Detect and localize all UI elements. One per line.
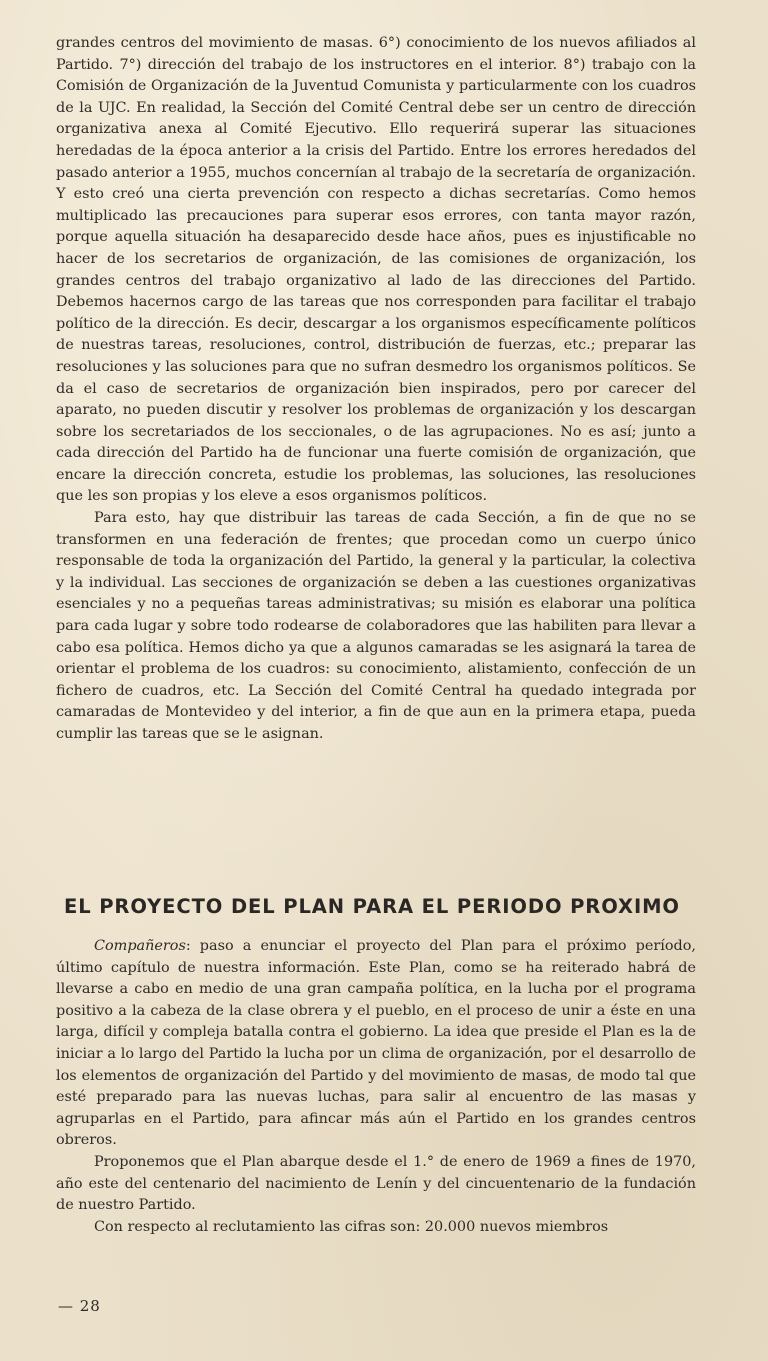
italic-lead-word: Compañeros [94,938,186,954]
page-number: — 28 [58,1297,101,1315]
paragraph [56,936,696,1152]
paragraph: Para esto, hay que distribuir las tareas de cada Sección, a fin de que no se transformen en una federación de frentes; que procedan como un cuerpo único responsable de toda la organización del Partido, la general y la particular, la colectiva y la individual. Las secciones de organización se deben a las cuestiones organizativas esenciales y no a pequeñas tareas administrativas; su misión es elaborar una política para cada lugar y sobre todo rodearse de colaboradores que las habiliten para llevar a cabo esa política. Hemos dicho ya que a algunos camaradas se les asignará la tarea de orientar el problema de los cuadros: su conocimiento, alistamiento, confección de un fichero de cuadros, etc. La Sección del Comité Central ha quedado integrada por camaradas de Montevideo y del interior, a fin de que aun en la primera etapa, pueda cumplir las tareas que se le asignan. [56,510,696,742]
paragraph-text: : paso a enunciar el proyecto del Plan para el próximo período, último capítulo de nuestra información. Este Plan, como se ha reiterado habrá de llevarse a cabo en medio de una gran campaña política, en la lucha por el programa positivo a la cabeza de la clase obrera y el pueblo, en el proceso de unir a éste en una larga, difícil y compleja batalla contra el gobierno. La idea que preside el Plan es la de iniciar a lo largo del Partido la lucha por un clima de organización, por el desarrollo de los elementos de organización del Partido y del movimiento de masas, de modo tal que esté preparado para las nuevas luchas, para salir al encuentro de las masas y agruparlas en el Partido, para afincar más aún el Partido en los grandes centros obreros. [56,938,696,1149]
section-heading: EL PROYECTO DEL PLAN PARA EL PERIODO PROXIMO [64,895,680,918]
body-text-bottom [56,936,696,1238]
paragraph: grandes centros del movimiento de masas. 6°) conocimiento de los nuevos afiliados al Partido. 7°) dirección del trabajo de los instructores en el interior. 8°) trabajo con la Comisión de Organización de la Juventud Comunista y particularmente con los cuadros de la UJC. En realidad, la Sección del Comité Central debe ser un centro de dirección organizativa anexa al Comité Ejecutivo. Ello requerirá superar las situaciones heredadas de la época anterior a la crisis del Partido. Entre los errores heredados del pasado anterior a 1955, muchos concernían al trabajo de la secretaría de organización. Y esto creó una cierta prevención con respecto a dichas secretarías. Como hemos multiplicado las precauciones para superar esos errores, con tanta mayor razón, porque aquella situación ha desaparecido desde hace años, pues es injustificable no hacer de los secretarios de organización, de las comisiones de organización, los grandes centros del trabajo organizativo al lado de las direcciones del Partido. Debemos hacernos cargo de las tareas que nos corresponden para facilitar el trabajo político de la dirección. Es decir, descargar a los organismos específicamente políticos de nuestras tareas, resoluciones, control, distribución de fuerzas, etc.; preparar las resoluciones y las soluciones para que no sufran desmedro los organismos políticos. Se da el caso de secretarios de organización bien inspirados, pero por carecer del aparato, no pueden discutir y resolver los problemas de organización y los descargan sobre los secretariados de los seccionales, o de las agrupaciones. No es así; junto a cada dirección del Partido ha de funcionar una fuerte comisión de organización, que encare la dirección concreta, estudie los problemas, las soluciones, las resoluciones que les son propias y los eleve a esos organismos políticos. [56,35,696,505]
paragraph: Proponemos que el Plan abarque desde el 1.° de enero de 1969 a fines de 1970, año este del centenario del nacimiento de Lenín y del cincuentenario de la fundación de nuestro Partido. [56,1153,696,1214]
body-text-top [56,33,696,746]
paragraph: Con respecto al reclutamiento las cifras son: 20.000 nuevos miembros [94,1218,609,1235]
